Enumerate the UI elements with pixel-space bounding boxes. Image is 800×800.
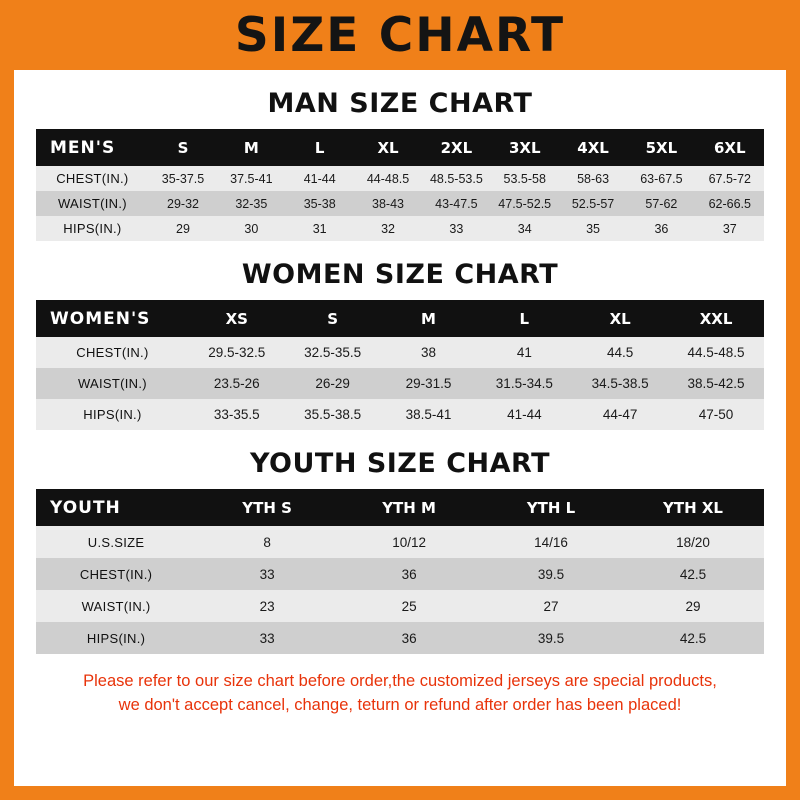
cell: 36 <box>401 630 417 646</box>
table-row <box>36 590 764 622</box>
cell: 32.5-35.5 <box>304 345 362 360</box>
row-label: WAIST(IN.) <box>77 376 147 391</box>
women-size-table <box>36 300 764 430</box>
column-header: 4XL <box>577 138 609 157</box>
row-label: CHEST(IN.) <box>76 345 149 360</box>
table-row <box>36 399 764 430</box>
table-row <box>36 558 764 590</box>
section-title-women: WOMEN SIZE CHART <box>241 259 559 290</box>
order-notice <box>36 670 764 718</box>
row-label: HIPS(IN.) <box>83 407 142 422</box>
cell: 25 <box>401 598 417 614</box>
column-header: YTH S <box>242 498 292 517</box>
row-label: WAIST(IN.) <box>57 196 127 211</box>
man-size-table <box>36 129 764 241</box>
cell: 8 <box>263 534 271 550</box>
bottom-accent-bar <box>14 786 786 800</box>
column-header: L <box>519 309 530 328</box>
column-header: 6XL <box>714 138 746 157</box>
cell: 48.5-53.5 <box>429 171 483 186</box>
cell: 44.5-48.5 <box>687 345 745 360</box>
cell: 33 <box>259 630 275 646</box>
cell: 37 <box>722 221 737 236</box>
column-header: MEN'S <box>50 137 116 158</box>
row-label: HIPS(IN.) <box>86 630 146 646</box>
cell: 29-31.5 <box>405 376 452 391</box>
cell: 23 <box>259 598 275 614</box>
cell: 14/16 <box>534 534 568 550</box>
row-label: CHEST(IN.) <box>79 566 153 582</box>
column-header: 3XL <box>508 138 541 157</box>
cell: 35.5-38.5 <box>304 407 362 422</box>
cell: 41-44 <box>303 171 336 186</box>
section-title-youth: YOUTH SIZE CHART <box>249 448 551 479</box>
cell: 27 <box>543 598 559 614</box>
cell: 39.5 <box>537 630 565 646</box>
column-header: 2XL <box>440 138 473 157</box>
page-title: SIZE CHART <box>234 7 566 63</box>
table-row <box>36 337 764 368</box>
cell: 35-38 <box>303 196 336 211</box>
table-row <box>36 191 764 216</box>
cell: 31.5-34.5 <box>495 376 553 391</box>
table-header-row <box>36 489 764 526</box>
cell: 44.5 <box>607 345 634 360</box>
table-row <box>36 216 764 241</box>
row-label: U.S.SIZE <box>87 534 145 550</box>
cell: 26-29 <box>315 376 350 391</box>
section-title-man: MAN SIZE CHART <box>267 88 533 119</box>
cell: 67.5-72 <box>708 171 751 186</box>
cell: 44-47 <box>602 407 638 422</box>
cell: 35 <box>586 221 601 236</box>
cell: 58-63 <box>577 171 610 186</box>
column-header: XL <box>609 309 631 328</box>
cell: 33 <box>449 221 464 236</box>
cell: 41 <box>516 345 532 360</box>
cell: 53.5-58 <box>503 171 546 186</box>
column-header: YTH XL <box>663 498 723 517</box>
row-label: HIPS(IN.) <box>63 221 122 236</box>
cell: 34.5-38.5 <box>591 376 649 391</box>
cell: 33 <box>259 566 275 582</box>
column-header: S <box>177 138 189 157</box>
table-header-row <box>36 300 764 337</box>
row-label: WAIST(IN.) <box>81 598 151 614</box>
cell: 36 <box>654 221 669 236</box>
cell: 37.5-41 <box>230 171 273 186</box>
cell: 29-32 <box>167 196 199 211</box>
cell: 52.5-57 <box>571 196 615 211</box>
table-header-row <box>36 129 764 166</box>
cell: 38-43 <box>372 196 405 211</box>
column-header: M <box>243 138 259 157</box>
table-row <box>36 622 764 654</box>
cell: 47-50 <box>698 407 734 422</box>
cell: 38.5-41 <box>405 407 452 422</box>
cell: 31 <box>312 221 327 236</box>
cell: 57-62 <box>645 196 678 211</box>
cell: 36 <box>401 566 417 582</box>
table-row <box>36 526 764 558</box>
table-row <box>36 368 764 399</box>
column-header: M <box>421 309 436 328</box>
cell: 43-47.5 <box>435 196 478 211</box>
cell: 38.5-42.5 <box>687 376 745 391</box>
column-header: YTH L <box>526 498 576 517</box>
row-label: CHEST(IN.) <box>56 171 129 186</box>
cell: 35-37.5 <box>161 171 205 186</box>
cell: 63-67.5 <box>640 171 683 186</box>
cell: 29 <box>176 221 190 236</box>
cell: 18/20 <box>676 534 710 550</box>
cell: 34 <box>517 221 532 236</box>
notice-line-2: we don't accept cancel, change, teturn or refund after order has been placed! <box>118 695 682 714</box>
column-header: XXL <box>699 309 733 328</box>
cell: 33-35.5 <box>213 407 260 422</box>
cell: 29.5-32.5 <box>208 345 266 360</box>
column-header: WOMEN'S <box>50 308 151 329</box>
cell: 30 <box>244 221 259 236</box>
column-header: 5XL <box>645 138 678 157</box>
cell: 62-66.5 <box>708 196 751 211</box>
cell: 41-44 <box>507 407 542 422</box>
column-header: XL <box>377 138 399 157</box>
youth-size-table <box>36 489 764 654</box>
column-header: S <box>327 309 339 328</box>
cell: 38 <box>420 345 436 360</box>
cell: 47.5-52.5 <box>498 196 552 211</box>
cell: 23.5-26 <box>213 376 260 391</box>
banner <box>14 0 786 70</box>
cell: 10/12 <box>392 534 426 550</box>
table-row <box>36 166 764 191</box>
cell: 42.5 <box>679 630 707 646</box>
cell: 39.5 <box>537 566 565 582</box>
notice-line-1: Please refer to our size chart before order,the customized jerseys are special products, <box>83 672 717 690</box>
cell: 29 <box>685 598 701 614</box>
content <box>14 88 786 718</box>
cell: 42.5 <box>679 566 707 582</box>
cell: 44-48.5 <box>366 171 410 186</box>
column-header: XS <box>225 309 248 328</box>
cell: 32 <box>381 221 395 236</box>
column-header: L <box>314 138 325 157</box>
column-header: YTH M <box>382 498 436 517</box>
column-header: YOUTH <box>50 497 121 518</box>
cell: 32-35 <box>235 196 268 211</box>
